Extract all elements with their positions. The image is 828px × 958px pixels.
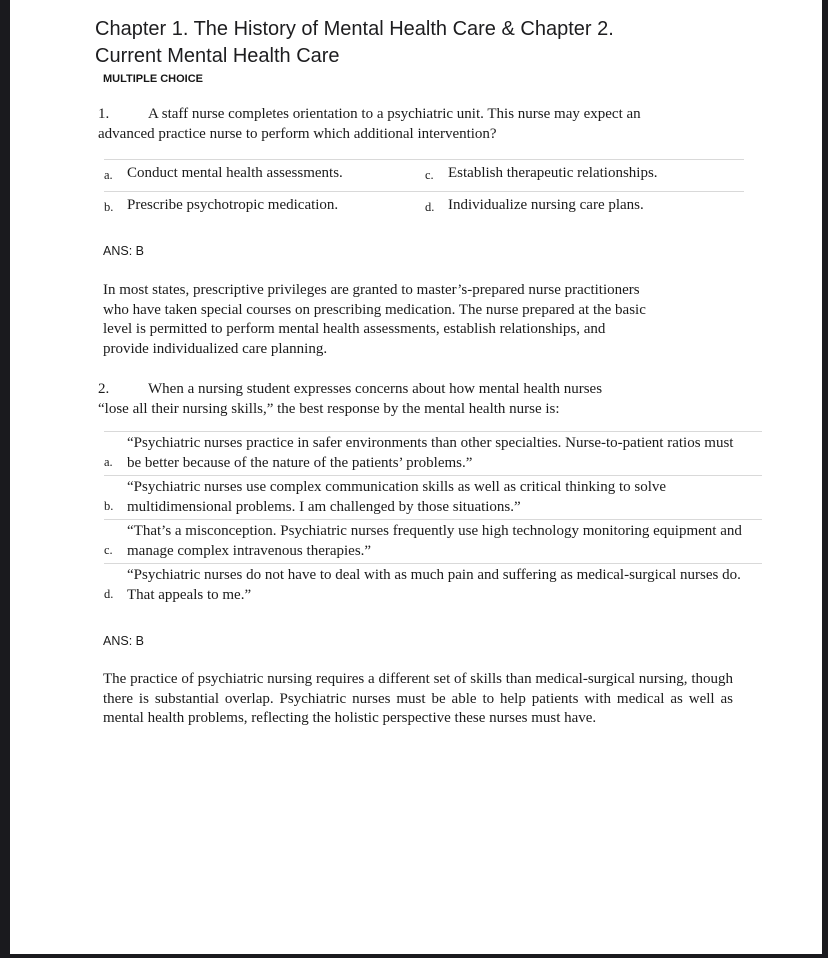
question-2-options-table <box>104 431 762 607</box>
option-d-text: “Psychiatric nurses do not have to deal with as much pain and suffering as medical-surgical nurses do. That appeals to me.” <box>127 567 741 603</box>
question-1-line-1 <box>98 105 735 125</box>
question-1-options-table <box>104 159 744 223</box>
option-row <box>104 159 744 191</box>
question-2-rationale: The practice of psychiatric nursing requires a different set of skills than medical-surgical nursing, though there is substantial overlap. Psychiatric nurses must be able to help patients with medical as well as mental health problems, reflecting the holistic perspective these nurses must have. <box>103 671 733 726</box>
option-c-letter: c. <box>104 543 113 557</box>
question-1-number: 1. <box>98 106 110 122</box>
page-title <box>95 16 735 70</box>
question-2 <box>98 380 735 419</box>
option-row <box>104 431 762 475</box>
option-b-text: “Psychiatric nurses use complex communication skills as well as critical thinking to solve multidimensional problems. I am challenged by those situations.” <box>127 479 667 515</box>
option-c-text: Establish therapeutic relationships. <box>448 165 658 181</box>
option-c-text: “That’s a misconception. Psychiatric nurses frequently use high technology monitoring equipment and manage complex intravenous therapies.” <box>127 523 742 559</box>
option-c-letter: c. <box>425 168 434 182</box>
option-a-letter: a. <box>104 455 113 469</box>
question-1-line-2: advanced practice nurse to perform which additional intervention? <box>98 125 497 142</box>
option-row <box>104 475 762 519</box>
option-d-text: Individualize nursing care plans. <box>448 197 644 213</box>
question-1-answer: ANS: B <box>103 244 144 258</box>
page-title-line-2: Current Mental Health Care <box>95 45 340 67</box>
option-b-text: Prescribe psychotropic medication. <box>127 197 339 213</box>
question-2-number: 2. <box>98 381 110 397</box>
question-1 <box>98 105 735 144</box>
rationale-line: level is permitted to perform mental health assessments, establish relationships, and <box>103 321 606 337</box>
option-row <box>104 563 762 607</box>
option-d-letter: d. <box>425 200 435 214</box>
window-edge-bottom <box>0 954 828 958</box>
question-1-rationale <box>103 281 733 359</box>
rationale-line: In most states, prescriptive privileges are granted to master’s-prepared nurse practitioners <box>103 282 640 298</box>
option-b-letter: b. <box>104 200 114 214</box>
rationale-line: provide individualized care planning. <box>103 340 328 357</box>
question-2-line-2: “lose all their nursing skills,” the best response by the mental health nurse is: <box>98 400 560 417</box>
window-edge-right <box>822 0 828 958</box>
question-1-text: A staff nurse completes orientation to a psychiatric unit. This nurse may expect an <box>148 106 641 122</box>
question-2-line-1 <box>98 380 735 400</box>
option-b-letter: b. <box>104 499 114 513</box>
window-edge-left <box>0 0 10 958</box>
rationale-line: who have taken special courses on prescribing medication. The nurse prepared at the basic <box>103 301 646 318</box>
option-d-letter: d. <box>104 587 114 601</box>
option-a-text: “Psychiatric nurses practice in safer environments than other specialties. Nurse-to-patient ratios must be better because of the nature of the patients’ problems.” <box>127 435 734 471</box>
option-row <box>104 519 762 563</box>
option-row <box>104 191 744 223</box>
document-page <box>95 16 742 729</box>
option-a-text: Conduct mental health assessments. <box>127 165 343 181</box>
page-title-line-1: Chapter 1. The History of Mental Health Care & Chapter 2. <box>95 18 614 40</box>
question-2-answer: ANS: B <box>103 634 144 648</box>
option-a-letter: a. <box>104 168 113 182</box>
question-2-text: When a nursing student expresses concerns about how mental health nurses <box>148 381 603 397</box>
section-label: MULTIPLE CHOICE <box>103 73 204 85</box>
